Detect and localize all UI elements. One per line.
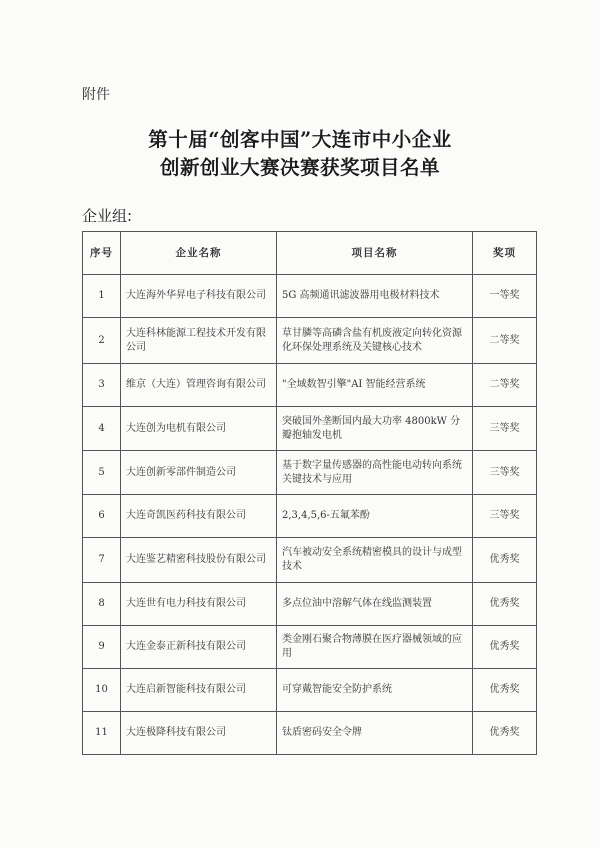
table-row: [83, 538, 537, 583]
company-name: 维京（大连）管理咨询有限公司: [121, 364, 277, 407]
award-level: 二等奖: [473, 364, 537, 407]
project-name: 多点位油中溶解气体在线监测装置: [277, 583, 473, 626]
table-row: [83, 712, 537, 755]
company-name: 大连启新智能科技有限公司: [121, 669, 277, 712]
award-level: 三等奖: [473, 451, 537, 495]
company-name: 大连创新零部件制造公司: [121, 451, 277, 495]
award-level: 一等奖: [473, 275, 537, 318]
page-title-line-1: 第十届“创客中国”大连市中小企业: [148, 128, 452, 151]
project-name: 可穿戴智能安全防护系统: [277, 669, 473, 712]
project-name: 基于数字量传感器的高性能电动转向系统关键技术与应用: [277, 451, 473, 495]
company-name: 大连世有电力科技有限公司: [121, 583, 277, 626]
awards-table: [82, 231, 537, 755]
award-level: 优秀奖: [473, 669, 537, 712]
header-company: 企业名称: [121, 232, 277, 275]
header-project: 项目名称: [277, 232, 473, 275]
award-level: 优秀奖: [473, 712, 537, 755]
row-number: 9: [83, 626, 121, 669]
award-level: 三等奖: [473, 407, 537, 451]
award-level: 优秀奖: [473, 626, 537, 669]
project-name: 5G 高频通讯滤波器用电极材料技术: [277, 275, 473, 318]
company-name: 大连创为电机有限公司: [121, 407, 277, 451]
row-number: 6: [83, 495, 121, 538]
award-level: 三等奖: [473, 495, 537, 538]
company-name: 大连科林能源工程技术开发有限公司: [121, 318, 277, 364]
table-row: [83, 364, 537, 407]
table-row: [83, 318, 537, 364]
company-name: 大连鉴艺精密科技股份有限公司: [121, 538, 277, 583]
row-number: 4: [83, 407, 121, 451]
table-row: [83, 407, 537, 451]
row-number: 10: [83, 669, 121, 712]
project-name: 类金刚石聚合物薄膜在医疗器械领域的应用: [277, 626, 473, 669]
table-row: [83, 626, 537, 669]
group-label: 企业组:: [82, 207, 133, 225]
table-body: [83, 275, 537, 755]
company-name: 大连海外华昇电子科技有限公司: [121, 275, 277, 318]
page-title-line-2: 创新创业大赛决赛获奖项目名单: [159, 156, 440, 179]
award-level: 优秀奖: [473, 538, 537, 583]
project-name: 2,3,4,5,6-五氟苯酚: [277, 495, 473, 538]
table-row: [83, 669, 537, 712]
award-level: 二等奖: [473, 318, 537, 364]
table-header-row: [83, 232, 537, 275]
table-row: [83, 275, 537, 318]
table-row: [83, 583, 537, 626]
project-name: 草甘膦等高磷含盐有机废液定向转化资源化环保处理系统及关键核心技术: [277, 318, 473, 364]
row-number: 8: [83, 583, 121, 626]
header-no: 序号: [83, 232, 121, 275]
attachment-label: 附件: [82, 87, 110, 103]
project-name: 突破国外垄断国内最大功率 4800kW 分瓣抱轴发电机: [277, 407, 473, 451]
award-level: 优秀奖: [473, 583, 537, 626]
company-name: 大连极降科技有限公司: [121, 712, 277, 755]
row-number: 1: [83, 275, 121, 318]
row-number: 3: [83, 364, 121, 407]
row-number: 2: [83, 318, 121, 364]
table-row: [83, 451, 537, 495]
header-award: 奖项: [473, 232, 537, 275]
row-number: 11: [83, 712, 121, 755]
company-name: 大连奇凯医药科技有限公司: [121, 495, 277, 538]
company-name: 大连金泰正新科技有限公司: [121, 626, 277, 669]
table-row: [83, 495, 537, 538]
row-number: 5: [83, 451, 121, 495]
project-name: 钛盾密码安全令牌: [277, 712, 473, 755]
project-name: 汽车被动安全系统精密模具的设计与成型技术: [277, 538, 473, 583]
row-number: 7: [83, 538, 121, 583]
project-name: "全域数智引擎"AI 智能经营系统: [277, 364, 473, 407]
